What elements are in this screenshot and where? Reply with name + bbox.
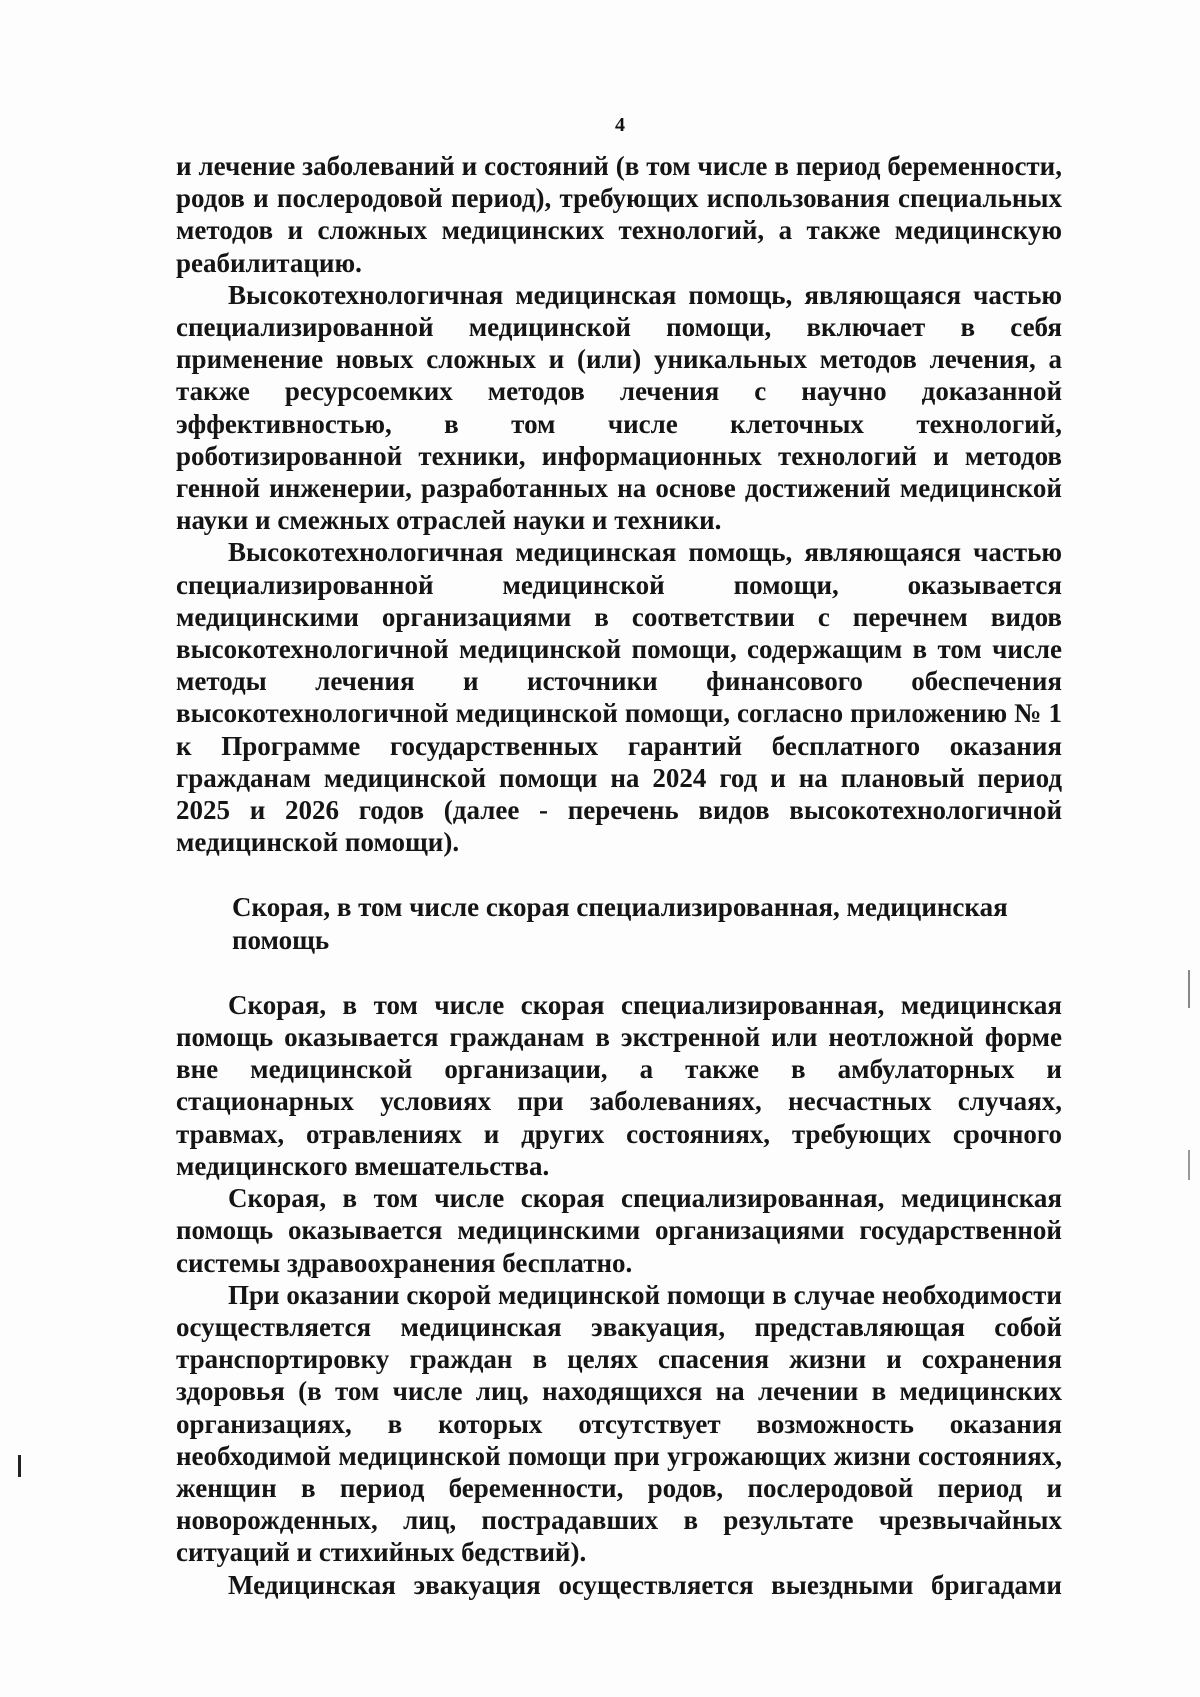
paragraph-high-tech-definition: Высокотехнологичная медицинская помощь, являющаяся частью специализированной медицинской помощи, включает в себя применение новых сложных и (или) уникальных методов лечения, а также ресурсоемких методов лечения с научно доказанной эффективностью, в том числе клеточных технологий, роботизированной техники, информационных технологий и методов генной инженерии, разработанных на основе достижений медицинской науки и смежных отраслей науки и техники.	[176, 279, 1062, 536]
section-heading-line-2: помощь	[232, 924, 330, 955]
document-body	[176, 150, 1062, 1601]
section-heading	[176, 891, 1062, 955]
paragraph-emergency-free: Скорая, в том числе скорая специализированная, медицинская помощь оказывается медицинскими организациями государственной системы здравоохранения бесплатно.	[176, 1183, 1062, 1278]
paragraph-high-tech-provision: Высокотехнологичная медицинская помощь, являющаяся частью специализированной медицинской помощи, оказывается медицинскими организациями в соответствии с перечнем видов высокотехнологичной медицинской помощи, содержащим в том числе методы лечения и источники финансового обеспечения высокотехнологичной медицинской помощи, согласно приложению № 1 к Программе государственных гарантий бесплатного оказания гражданам медицинской помощи на 2024 год и на плановый период 2025 и 2026 годов (далее - перечень видов высокотехнологичной медицинской помощи).	[176, 537, 1062, 858]
paragraph-continuation: и лечение заболеваний и состояний (в том числе в период беременности, родов и послеродовой период), требующих использования специальных методов и сложных медицинских технологий, а также медицинскую реабилитацию.	[176, 151, 1062, 278]
paragraph-emergency-definition: Скорая, в том числе скорая специализированная, медицинская помощь оказывается гражданам в экстренной или неотложной форме вне медицинской организации, а также в амбулаторных и стационарных условиях при заболеваниях, несчастных случаях, травмах, отравлениях и других состояниях, требующих срочного медицинского вмешательства.	[176, 989, 1062, 1181]
scan-artifact	[18, 1455, 21, 1477]
section-heading-line-1: Скорая, в том числе скорая специализированная, медицинская	[232, 892, 1008, 923]
paragraph-evacuation-teams: Медицинская эвакуация осуществляется выездными бригадами	[228, 1569, 1062, 1600]
scan-artifact	[1188, 970, 1190, 1008]
scan-artifact	[1188, 1150, 1190, 1180]
paragraph-medical-evacuation: При оказании скорой медицинской помощи в случае необходимости осуществляется медицинская эвакуация, представляющая собой транспортировку граждан в целях спасения жизни и сохранения здоровья (в том числе лиц, находящихся на лечении в медицинских организациях, в которых отсутствует возможность оказания необходимой медицинской помощи при угрожающих жизни состояниях, женщин в период беременности, родов, послеродовой период и новорожденных, лиц, пострадавших в результате чрезвычайных ситуаций и стихийных бедствий).	[176, 1279, 1062, 1568]
page-number: 4	[615, 114, 625, 136]
